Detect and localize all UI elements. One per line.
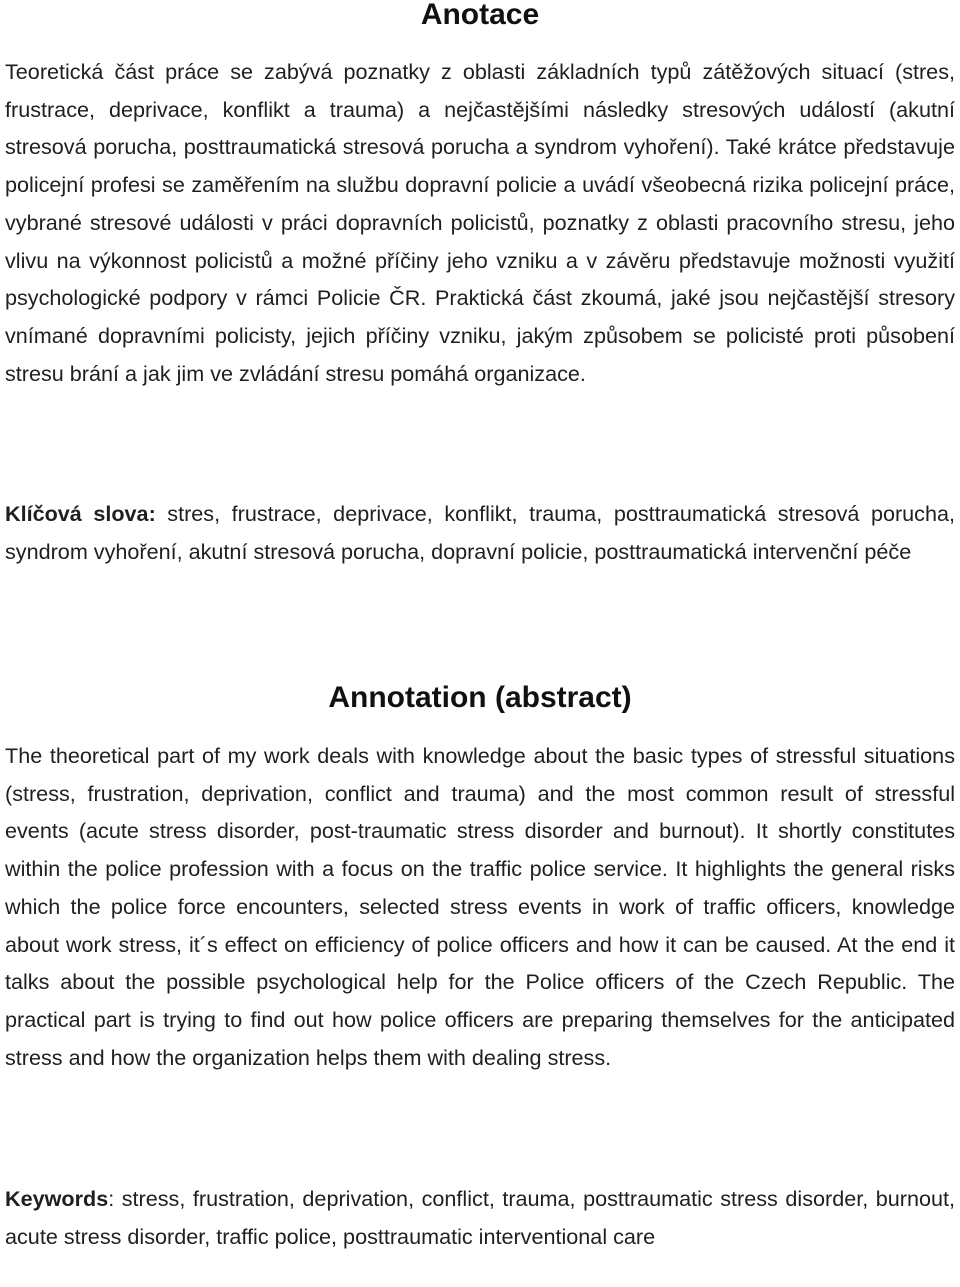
czech-heading: Anotace — [420, 0, 540, 31]
english-keywords-paragraph — [5, 1180, 955, 1255]
czech-keywords-label: Klíčová slova: — [5, 501, 156, 526]
english-abstract-paragraph: The theoretical part of my work deals with knowledge about the basic types of stressful situations (stress, frustration, deprivation, conflict and trauma) and the most common result of stressful events (acute stress disorder, post-traumatic stress disorder and burnout). It shortly constitutes within the police profession with a focus on the traffic police service. It highlights the general risks which the police force encounters, selected stress events in work of traffic officers, knowledge about work stress, it´s effect on efficiency of police officers and how it can be caused. At the end it talks about the possible psychological help for the Police officers of the Czech Republic. The practical part is trying to find out how police officers are preparing themselves for the anticipated stress and how the organization helps them with dealing stress. — [5, 743, 955, 1070]
czech-keywords-paragraph — [5, 495, 955, 570]
czech-keywords-text: stres, frustrace, deprivace, konflikt, trauma, posttraumatická stresová porucha, syndrom vyhoření, akutní stresová porucha, dopravní policie, posttraumatická intervenční péče — [5, 501, 955, 564]
english-keywords-label: Keywords — [5, 1186, 109, 1211]
czech-abstract-paragraph: Teoretická část práce se zabývá poznatky z oblasti základních typů zátěžových situací (stres, frustrace, deprivace, konflikt a trauma) a nejčastějšími následky stresových událostí (akutní stresová porucha, posttraumatická stresová porucha a syndrom vyhoření). Také krátce představuje policejní profesi se zaměřením na službu dopravní policie a uvádí všeobecná rizika policejní práce, vybrané stresové události v práci dopravních policistů, poznatky z oblasti pracovního stresu, jeho vlivu na výkonnost policistů a možné příčiny jeho vzniku a v závěru představuje možnosti využití psychologické podpory v rámci Policie ČR. Praktická část zkoumá, jaké jsou nejčastější stresory vnímané dopravními policisty, jejich příčiny vzniku, jakým způsobem se policisté proti působení stresu brání a jak jim ve zvládání stresu pomáhá organizace. — [5, 59, 955, 386]
english-heading: Annotation (abstract) — [328, 681, 632, 714]
english-keywords-text: : stress, frustration, deprivation, conflict, trauma, posttraumatic stress disorder, burnout, acute stress disorder, traffic police, posttraumatic interventional care — [5, 1186, 955, 1249]
